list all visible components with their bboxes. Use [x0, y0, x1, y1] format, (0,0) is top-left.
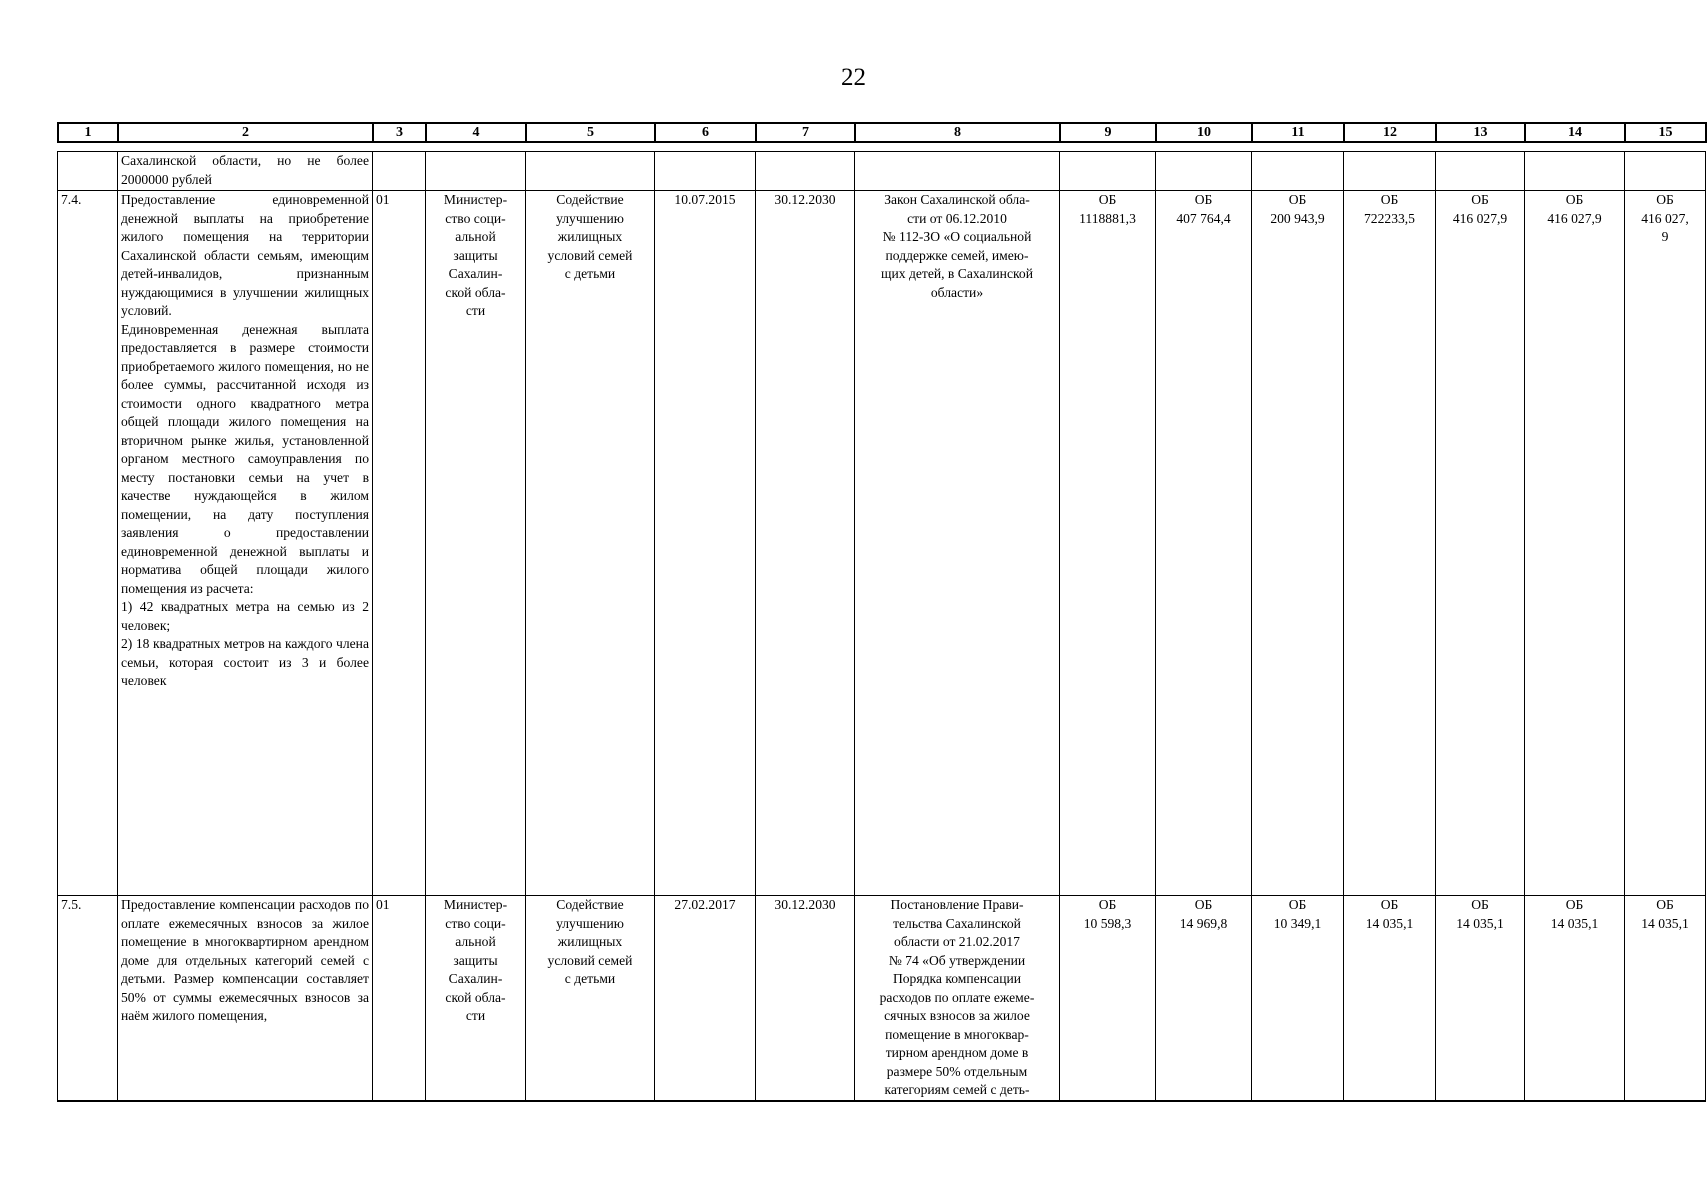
cell-value-15 — [1625, 152, 1706, 191]
header-cell-10: 10 — [1156, 123, 1252, 142]
header-cell-14: 14 — [1525, 123, 1625, 142]
cell-number: 7.4. — [58, 191, 118, 896]
cell-goal: Содействие улучшению жилищных условий семей с детьми — [526, 191, 655, 896]
cell-code — [373, 152, 426, 191]
cell-value-14: ОБ 416 027,9 — [1525, 191, 1625, 896]
cell-value-15: ОБ 14 035,1 — [1625, 896, 1706, 1101]
cell-value-11: ОБ 200 943,9 — [1252, 191, 1344, 896]
header-cell-8: 8 — [855, 123, 1060, 142]
cell-value-10 — [1156, 152, 1252, 191]
cell-end-date — [756, 152, 855, 191]
cell-legal-basis: Постановление Прави- тельства Сахалинской области от 21.02.2017 № 74 «Об утверждении Порядка компенсации расходов по оплате ежеме- сячных взносов за жилое помещение в многоквар- тирном арендном доме в размере 50% отдельным категориям семей с деть- — [855, 896, 1060, 1101]
cell-executor: Министер- ство соци- альной защиты Сахалин- ской обла- сти — [426, 191, 526, 896]
cell-value-15: ОБ 416 027, 9 — [1625, 191, 1706, 896]
cell-goal — [526, 152, 655, 191]
cell-description: Предоставление единовременной денежной выплаты на приобретение жилого помещения на территории Сахалинской области семьям, имеющим детей-инвалидов, признанным нуждающимися в улучшении жилищных условий. Единовременная денежная выплата предоставляется в размере стоимости приобретаемого жилого помещения, но не более суммы, рассчитанной исходя из стоимости одного квадратного метра общей площади жилого помещения на вторичном рынке жилья, установленной органом местного самоуправления по месту постановки семьи на учет в качестве нуждающейся в жилом помещении, на дату поступления заявления о предоставлении единовременной денежной выплаты и норматива общей площади жилого помещения из расчета: 1) 42 квадратных метра на семью из 2 человек; 2) 18 квадратных метров на каждого члена семьи, которая состоит из 3 и более человек — [118, 191, 373, 896]
column-number-header — [57, 122, 1707, 143]
cell-legal-basis: Закон Сахалинской обла- сти от 06.12.2010 № 112-ЗО «О социальной поддержке семей, имею- щих детей, в Сахалинской области» — [855, 191, 1060, 896]
cell-value-11 — [1252, 152, 1344, 191]
cell-description: Предоставление компенсации расходов по оплате ежемесячных взносов за жилое помещение в многоквартирном арендном доме для отдельных категорий семей с детьми. Размер компенсации составляет 50% от суммы ежемесячных взносов за наём жилого помещения, — [118, 896, 373, 1101]
header-cell-4: 4 — [426, 123, 526, 142]
cell-description: Сахалинской области, но не более 2000000 рублей — [118, 152, 373, 191]
table-row-7-4 — [58, 191, 1706, 896]
cell-value-13: ОБ 14 035,1 — [1436, 896, 1525, 1101]
table-row-7-5 — [58, 896, 1706, 1101]
cell-start-date: 27.02.2017 — [655, 896, 756, 1101]
cell-value-11: ОБ 10 349,1 — [1252, 896, 1344, 1101]
header-cell-2: 2 — [118, 123, 373, 142]
header-cell-11: 11 — [1252, 123, 1344, 142]
cell-executor — [426, 152, 526, 191]
header-cell-7: 7 — [756, 123, 855, 142]
cell-start-date — [655, 152, 756, 191]
cell-value-13: ОБ 416 027,9 — [1436, 191, 1525, 896]
measures-table — [57, 151, 1706, 1102]
cell-executor: Министер- ство соци- альной защиты Сахалин- ской обла- сти — [426, 896, 526, 1101]
cell-value-13 — [1436, 152, 1525, 191]
header-cell-9: 9 — [1060, 123, 1156, 142]
header-cell-6: 6 — [655, 123, 756, 142]
cell-goal: Содействие улучшению жилищных условий семей с детьми — [526, 896, 655, 1101]
cell-end-date: 30.12.2030 — [756, 191, 855, 896]
cell-number: 7.5. — [58, 896, 118, 1101]
header-cell-12: 12 — [1344, 123, 1436, 142]
cell-value-9 — [1060, 152, 1156, 191]
header-cell-13: 13 — [1436, 123, 1525, 142]
cell-start-date: 10.07.2015 — [655, 191, 756, 896]
header-cell-1: 1 — [58, 123, 118, 142]
cell-value-10: ОБ 407 764,4 — [1156, 191, 1252, 896]
header-row — [58, 123, 1706, 142]
cell-code: 01 — [373, 896, 426, 1101]
cell-end-date: 30.12.2030 — [756, 896, 855, 1101]
cell-legal-basis — [855, 152, 1060, 191]
cell-number — [58, 152, 118, 191]
cell-value-14: ОБ 14 035,1 — [1525, 896, 1625, 1101]
header-cell-15: 15 — [1625, 123, 1706, 142]
cell-value-9: ОБ 1118881,3 — [1060, 191, 1156, 896]
table-row-continuation — [58, 152, 1706, 191]
cell-value-12: ОБ 14 035,1 — [1344, 896, 1436, 1101]
page-number: 22 — [841, 64, 866, 91]
cell-value-10: ОБ 14 969,8 — [1156, 896, 1252, 1101]
header-cell-3: 3 — [373, 123, 426, 142]
cell-value-12: ОБ 722233,5 — [1344, 191, 1436, 896]
cell-value-12 — [1344, 152, 1436, 191]
cell-value-9: ОБ 10 598,3 — [1060, 896, 1156, 1101]
header-cell-5: 5 — [526, 123, 655, 142]
cell-code: 01 — [373, 191, 426, 896]
cell-value-14 — [1525, 152, 1625, 191]
